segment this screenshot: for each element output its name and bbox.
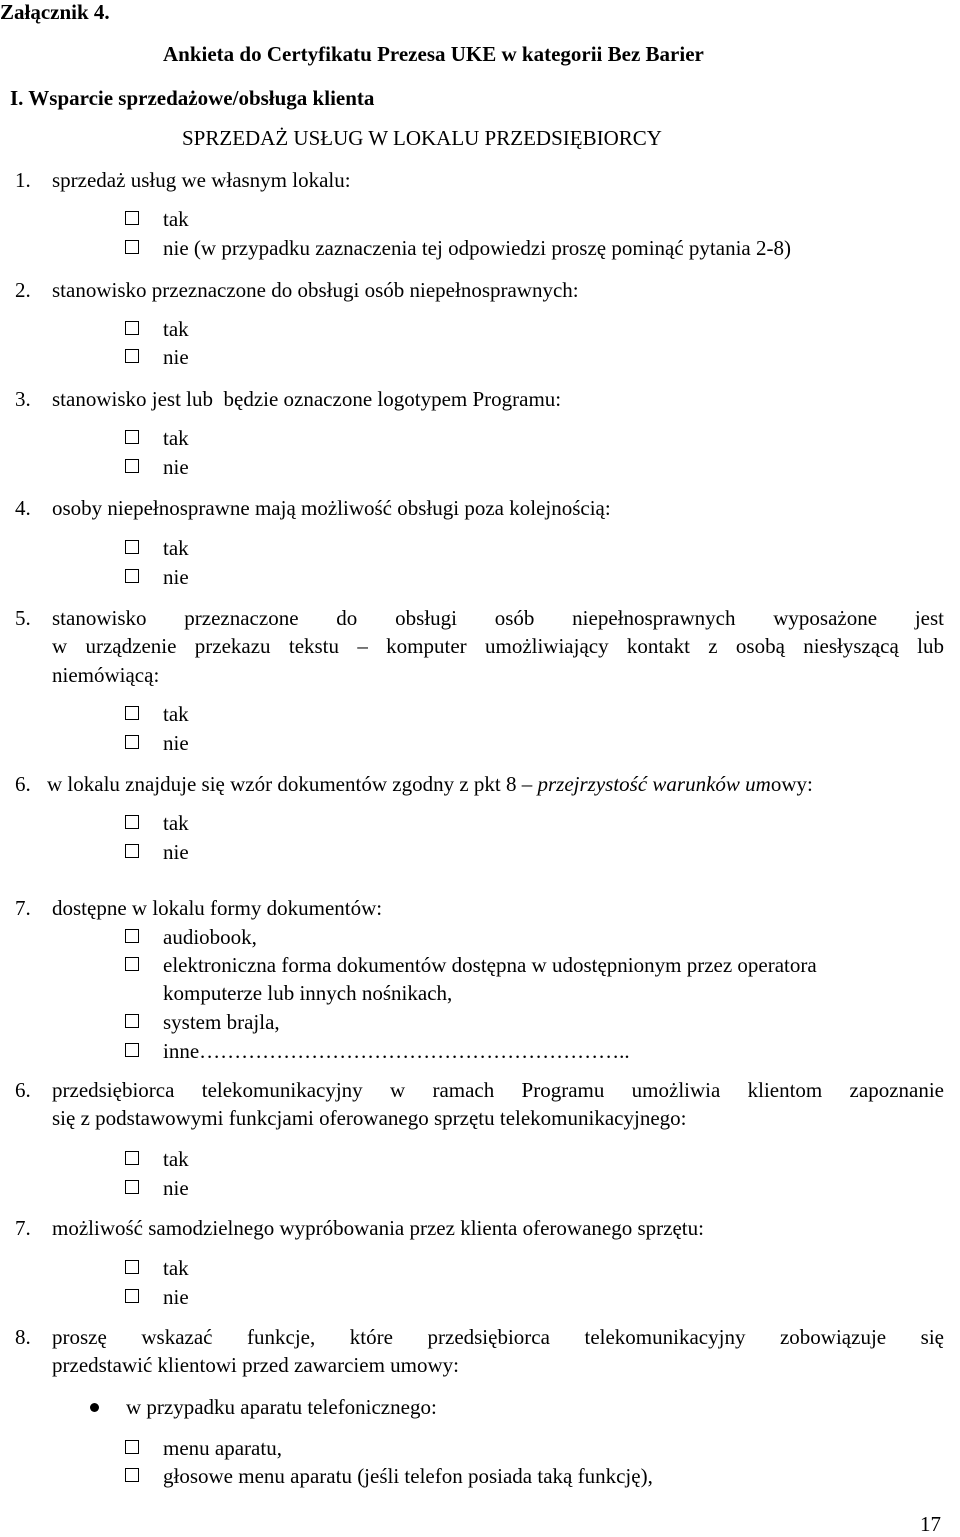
option-label: tak bbox=[163, 1147, 189, 1171]
option-label: menu aparatu, bbox=[163, 1436, 282, 1460]
question-5-line-1: stanowisko przeznaczone do obsługi osób niepełnosprawnych wyposażone jest bbox=[52, 606, 944, 630]
q7a-option-electronic-continued: komputerze lub innych nośnikach, bbox=[163, 981, 453, 1005]
option-label: tak bbox=[163, 811, 189, 835]
option-label: nie bbox=[163, 565, 189, 589]
checkbox-icon[interactable] bbox=[125, 430, 139, 444]
option-label: nie bbox=[163, 345, 189, 369]
question-2-text: stanowisko przeznaczone do obsługi osób niepełnosprawnych: bbox=[52, 278, 579, 302]
option-label: tak bbox=[163, 317, 189, 341]
q2-option-tak[interactable] bbox=[125, 317, 189, 342]
option-label: nie bbox=[163, 731, 189, 755]
attachment-label: Załącznik 4. bbox=[0, 0, 110, 24]
checkbox-icon[interactable] bbox=[125, 844, 139, 858]
checkbox-icon[interactable] bbox=[125, 957, 139, 971]
question-6a-text bbox=[47, 772, 813, 797]
checkbox-icon[interactable] bbox=[125, 211, 139, 225]
option-label: elektroniczna forma dokumentów dostępna w udostępnionym przez operatora bbox=[163, 953, 817, 977]
option-label: tak bbox=[163, 426, 189, 450]
question-5-number: 5. bbox=[15, 606, 31, 630]
option-label: tak bbox=[163, 536, 189, 560]
checkbox-icon[interactable] bbox=[125, 349, 139, 363]
checkbox-icon[interactable] bbox=[125, 459, 139, 473]
q6a-option-tak[interactable] bbox=[125, 811, 189, 836]
checkbox-icon[interactable] bbox=[125, 1468, 139, 1482]
question-4-number: 4. bbox=[15, 496, 31, 520]
checkbox-icon[interactable] bbox=[125, 1151, 139, 1165]
question-5-line-3: niemówiącą: bbox=[52, 663, 160, 687]
question-8-bullet-text: w przypadku aparatu telefonicznego: bbox=[126, 1395, 437, 1419]
document-title: Ankieta do Certyfikatu Prezesa UKE w kategorii Bez Barier bbox=[163, 42, 704, 66]
question-3-text: stanowisko jest lub będzie oznaczone logotypem Programu: bbox=[52, 387, 562, 411]
q2-option-nie[interactable] bbox=[125, 345, 189, 370]
option-label: tak bbox=[163, 1256, 189, 1280]
option-label: nie bbox=[163, 1176, 189, 1200]
question-1-text: sprzedaż usług we własnym lokalu: bbox=[52, 168, 351, 192]
q8-option-voice-menu[interactable] bbox=[125, 1464, 653, 1489]
question-7a-number: 7. bbox=[15, 896, 31, 920]
q7a-option-audiobook[interactable] bbox=[125, 925, 257, 950]
question-3-number: 3. bbox=[15, 387, 31, 411]
q6b-option-tak[interactable] bbox=[125, 1147, 189, 1172]
q6b-option-nie[interactable] bbox=[125, 1176, 189, 1201]
q7b-option-tak[interactable] bbox=[125, 1256, 189, 1281]
option-label: nie bbox=[163, 840, 189, 864]
q7a-option-other[interactable] bbox=[125, 1039, 630, 1064]
q5-option-nie[interactable] bbox=[125, 731, 189, 756]
question-8-number: 8. bbox=[15, 1325, 31, 1349]
question-6a-text-start: w lokalu znajduje się wzór dokumentów zgodny z pkt 8 – bbox=[47, 772, 538, 796]
q1-option-nie[interactable] bbox=[125, 236, 791, 261]
question-4-text: osoby niepełnosprawne mają możliwość obsługi poza kolejnością: bbox=[52, 496, 611, 520]
question-6a-number: 6. bbox=[15, 772, 31, 796]
question-6b-line-2: się z podstawowymi funkcjami oferowanego sprzętu telekomunikacyjnego: bbox=[52, 1106, 687, 1130]
option-label: tak bbox=[163, 702, 189, 726]
q8-option-menu[interactable] bbox=[125, 1436, 282, 1461]
question-7a-text: dostępne w lokalu formy dokumentów: bbox=[52, 896, 383, 920]
option-label: głosowe menu aparatu (jeśli telefon posiada taką funkcję), bbox=[163, 1464, 653, 1488]
bullet-icon bbox=[90, 1403, 99, 1412]
question-1-number: 1. bbox=[15, 168, 31, 192]
checkbox-icon[interactable] bbox=[125, 1014, 139, 1028]
question-6b-line-1: przedsiębiorca telekomunikacyjny w ramach Programu umożliwia klientom zapoznanie bbox=[52, 1078, 944, 1102]
q3-option-nie[interactable] bbox=[125, 455, 189, 480]
q4-option-nie[interactable] bbox=[125, 565, 189, 590]
question-6a-text-italic: przejrzystość warunków um bbox=[537, 772, 771, 796]
checkbox-icon[interactable] bbox=[125, 240, 139, 254]
question-6b-number: 6. bbox=[15, 1078, 31, 1102]
option-label: nie bbox=[163, 455, 189, 479]
q7a-option-braille[interactable] bbox=[125, 1010, 280, 1035]
checkbox-icon[interactable] bbox=[125, 1440, 139, 1454]
q1-option-tak[interactable] bbox=[125, 207, 189, 232]
checkbox-icon[interactable] bbox=[125, 929, 139, 943]
question-2-number: 2. bbox=[15, 278, 31, 302]
question-7b-text: możliwość samodzielnego wypróbowania przez klienta oferowanego sprzętu: bbox=[52, 1216, 704, 1240]
q7a-option-electronic[interactable] bbox=[125, 953, 817, 978]
checkbox-icon[interactable] bbox=[125, 1260, 139, 1274]
option-label: inne…………………………………………………….. bbox=[163, 1039, 630, 1063]
option-label: nie (w przypadku zaznaczenia tej odpowiedzi proszę pominąć pytania 2-8) bbox=[163, 236, 791, 260]
question-6a-text-end: owy: bbox=[770, 772, 813, 796]
page-number: 17 bbox=[920, 1512, 941, 1536]
checkbox-icon[interactable] bbox=[125, 540, 139, 554]
checkbox-icon[interactable] bbox=[125, 815, 139, 829]
question-8-line-2: przedstawić klientowi przed zawarciem umowy: bbox=[52, 1353, 460, 1377]
checkbox-icon[interactable] bbox=[125, 321, 139, 335]
checkbox-icon[interactable] bbox=[125, 1043, 139, 1057]
q3-option-tak[interactable] bbox=[125, 426, 189, 451]
checkbox-icon[interactable] bbox=[125, 569, 139, 583]
q5-option-tak[interactable] bbox=[125, 702, 189, 727]
checkbox-icon[interactable] bbox=[125, 735, 139, 749]
section-heading: I. Wsparcie sprzedażowe/obsługa klienta bbox=[10, 86, 375, 110]
option-label: tak bbox=[163, 207, 189, 231]
q6a-option-nie[interactable] bbox=[125, 840, 189, 865]
checkbox-icon[interactable] bbox=[125, 706, 139, 720]
q4-option-tak[interactable] bbox=[125, 536, 189, 561]
checkbox-icon[interactable] bbox=[125, 1180, 139, 1194]
question-5-line-2: w urządzenie przekazu tekstu – komputer umożliwiający kontakt z osobą niesłyszącą lub bbox=[52, 634, 944, 658]
question-8-line-1: proszę wskazać funkcje, które przedsiębiorca telekomunikacyjny zobowiązuje się bbox=[52, 1325, 944, 1349]
option-label: nie bbox=[163, 1285, 189, 1309]
subsection-heading: SPRZEDAŻ USŁUG W LOKALU PRZEDSIĘBIORCY bbox=[182, 126, 662, 150]
q7b-option-nie[interactable] bbox=[125, 1285, 189, 1310]
checkbox-icon[interactable] bbox=[125, 1289, 139, 1303]
option-label: audiobook, bbox=[163, 925, 257, 949]
option-label: system brajla, bbox=[163, 1010, 280, 1034]
question-7b-number: 7. bbox=[15, 1216, 31, 1240]
